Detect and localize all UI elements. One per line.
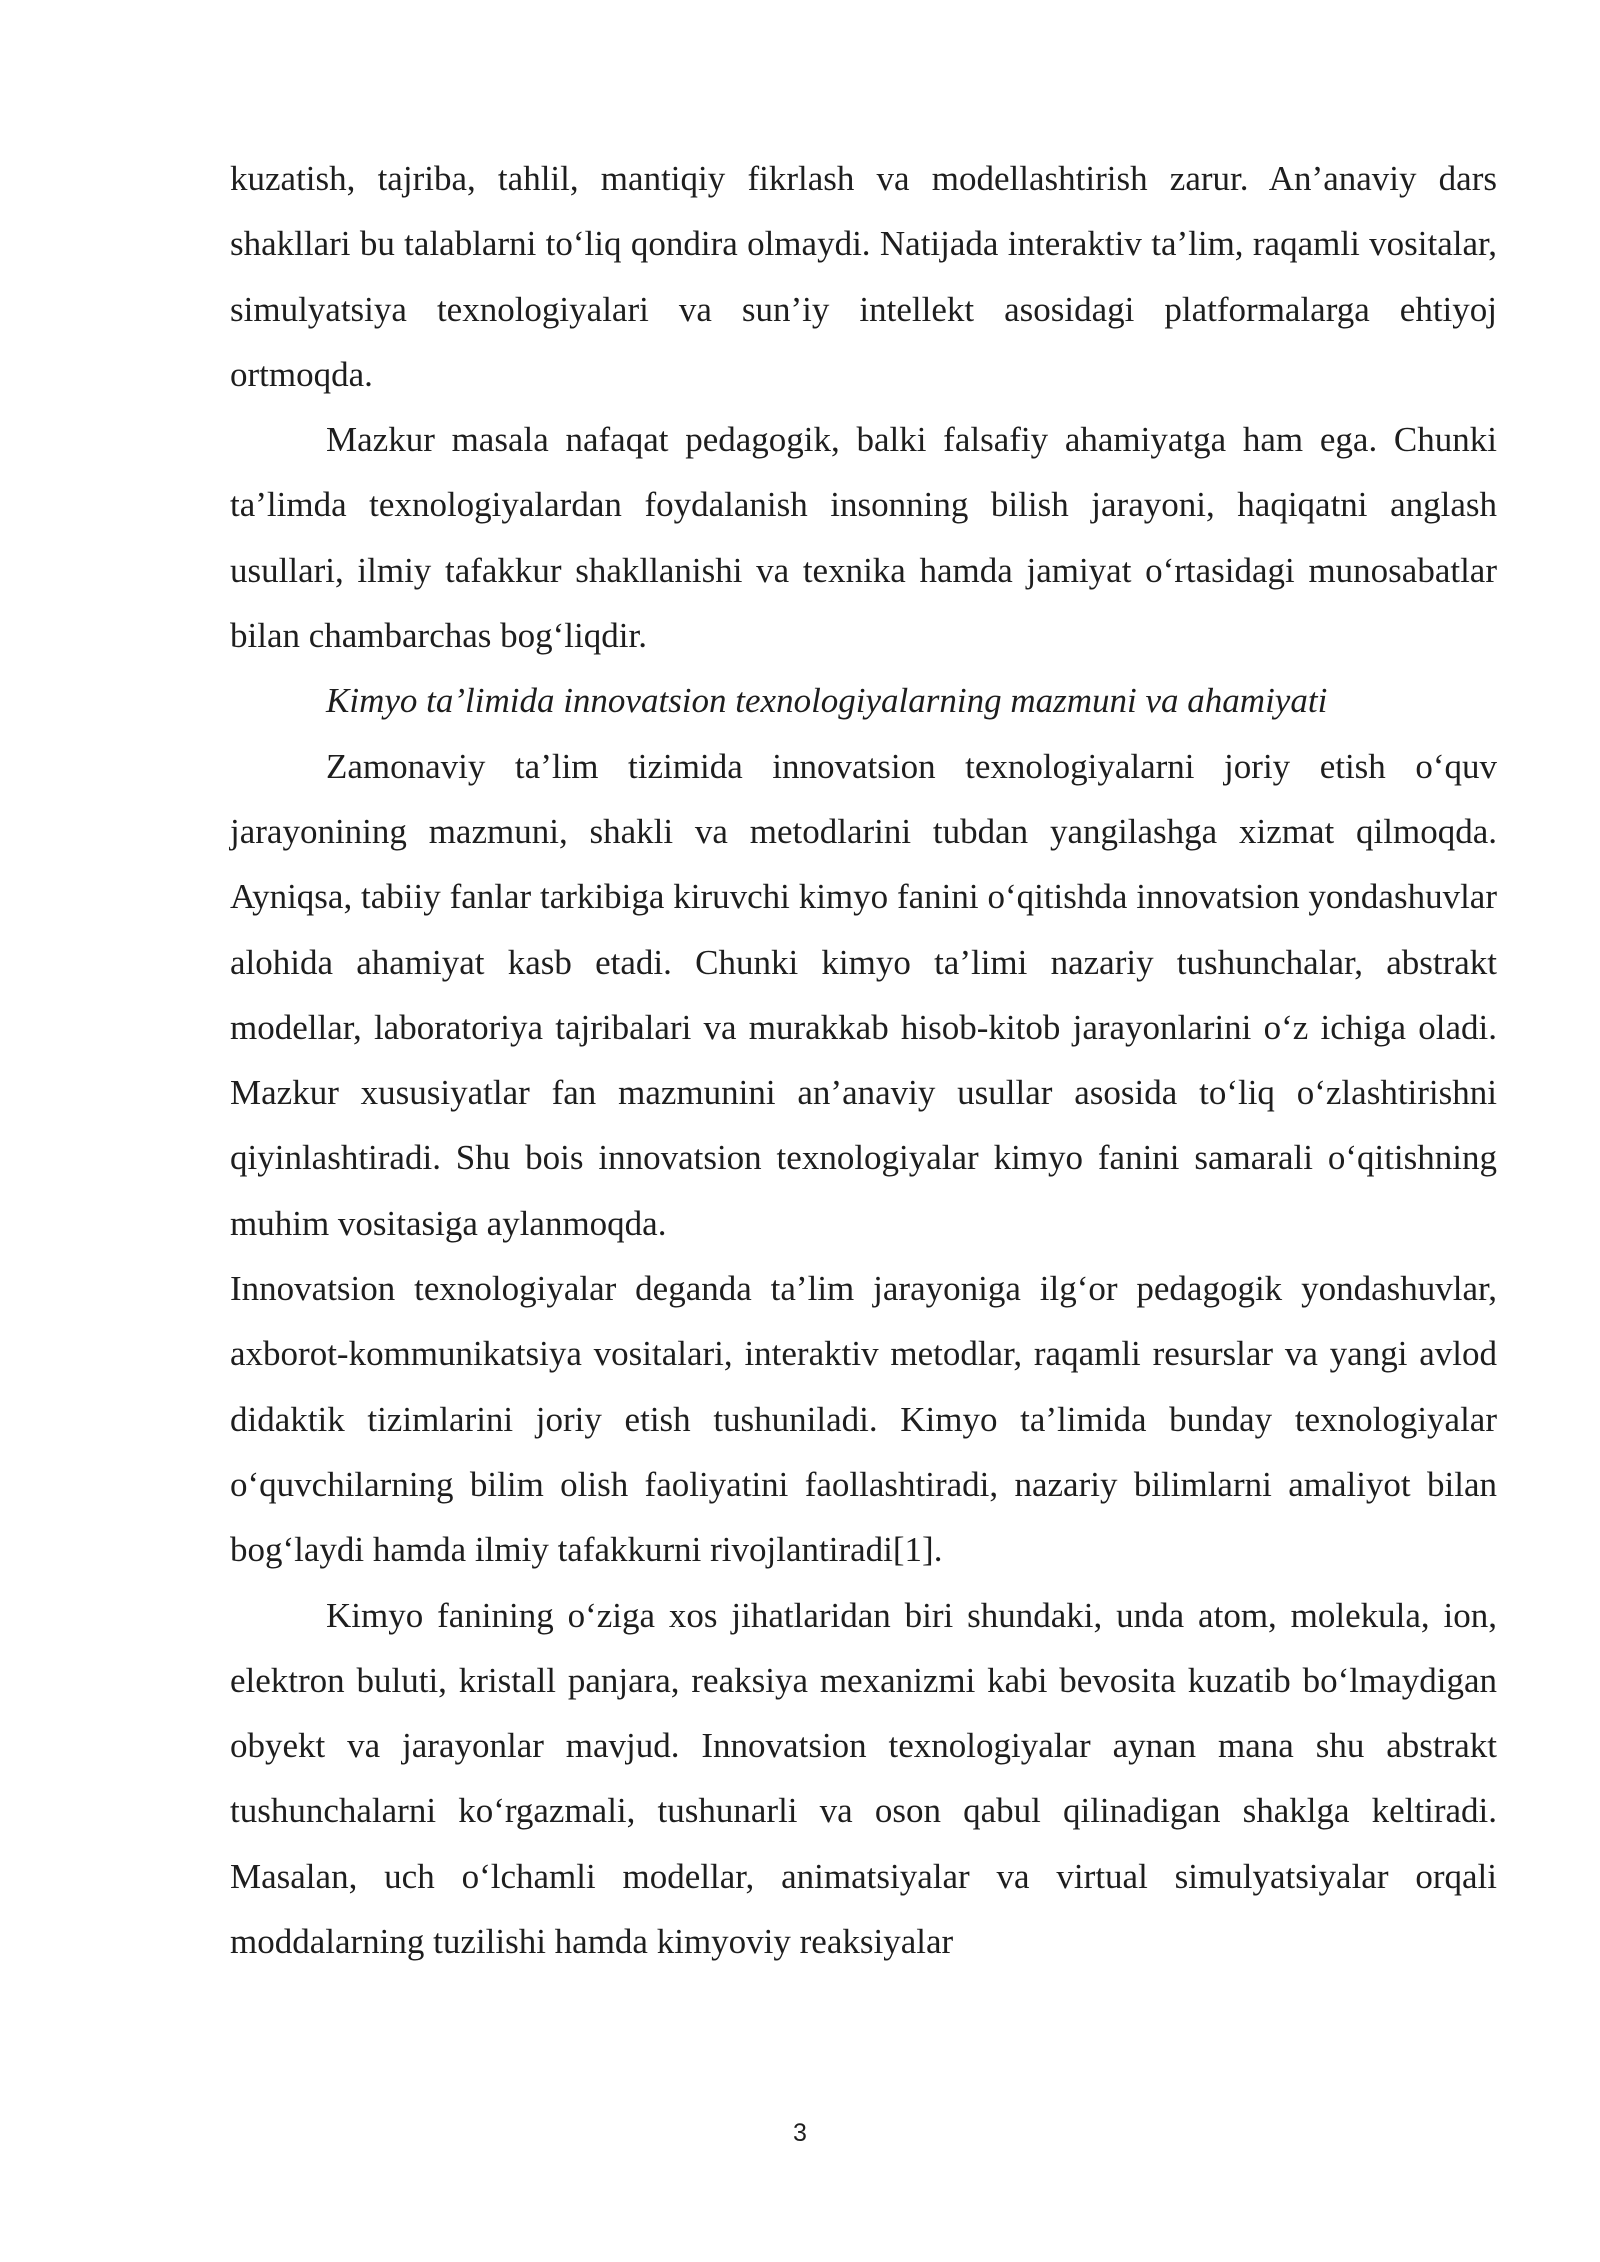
paragraph-3: Zamonaviy ta’lim tizimida innovatsion texnologiyalarni joriy etish o‘quv jarayonining mazmuni, shakli va metodlarini tubdan yangilashga xizmat qilmoqda. Ayniqsa, tabiiy fanlar tarkibiga kiruvchi kimyo fanini o‘qitishda innovatsion yondashuvlar alohida ahamiyat kasb etadi. Chunki kimyo ta’limi nazariy tushunchalar, abstrakt modellar, laboratoriya tajribalari va murakkab hisob-kitob jarayonlarini o‘z ichiga oladi. Mazkur xususiyatlar fan mazmunini an’anaviy usullar asosida to‘liq o‘zlashtirishni qiyinlashtiradi. Shu bois innovatsion texnologiyalar kimyo fanini samarali o‘qitishning muhim vositasiga aylanmoqda. <box>230 746 1497 1243</box>
document-body <box>230 146 1497 1974</box>
paragraph-5: Kimyo fanining o‘ziga xos jihatlaridan biri shundaki, unda atom, molekula, ion, elektron buluti, kristall panjara, reaksiya mexanizmi kabi bevosita kuzatib bo‘lmaydigan obyekt va jarayonlar mavjud. Innovatsion texnologiyalar aynan mana shu abstrakt tushunchalarni ko‘rgazmali, tushunarli va oson qabul qilinadigan shaklga keltiradi. Masalan, uch o‘lchamli modellar, animatsiyalar va virtual simulyatsiyalar orqali moddalarning tuzilishi hamda kimyoviy reaksiyalar <box>230 1595 1497 1962</box>
paragraph-1: kuzatish, tajriba, tahlil, mantiqiy fikrlash va modellashtirish zarur. An’anaviy dars shakllari bu talablarni to‘liq qondira olmaydi. Natijada interaktiv ta’lim, raqamli vositalar, simulyatsiya texnologiyalari va sun’iy intellekt asosidagi platformalarga ehtiyoj ortmoqda. <box>230 159 1497 394</box>
page-number: 3 <box>793 2119 807 2147</box>
paragraph-4: Innovatsion texnologiyalar deganda ta’lim jarayoniga ilg‘or pedagogik yondashuvlar, axborot-kommunikatsiya vositalari, interaktiv metodlar, raqamli resurslar va yangi avlod didaktik tizimlarini joriy etish tushuniladi. Kimyo ta’limida bunday texnologiyalar o‘quvchilarning bilim olish faoliyatini faollashtiradi, nazariy bilimlarni amaliyot bilan bog‘laydi hamda ilmiy tafakkurni rivojlantiradi[1]. <box>230 1269 1497 1570</box>
section-heading: Kimyo ta’limida innovatsion texnologiyalarning mazmuni va ahamiyati <box>326 681 1328 721</box>
paragraph-2: Mazkur masala nafaqat pedagogik, balki falsafiy ahamiyatga ham ega. Chunki ta’limda texnologiyalardan foydalanish insonning bilish jarayoni, haqiqatni anglash usullari, ilmiy tafakkur shakllanishi va texnika hamda jamiyat o‘rtasidagi munosabatlar bilan chambarchas bog‘liqdir. <box>230 420 1497 656</box>
